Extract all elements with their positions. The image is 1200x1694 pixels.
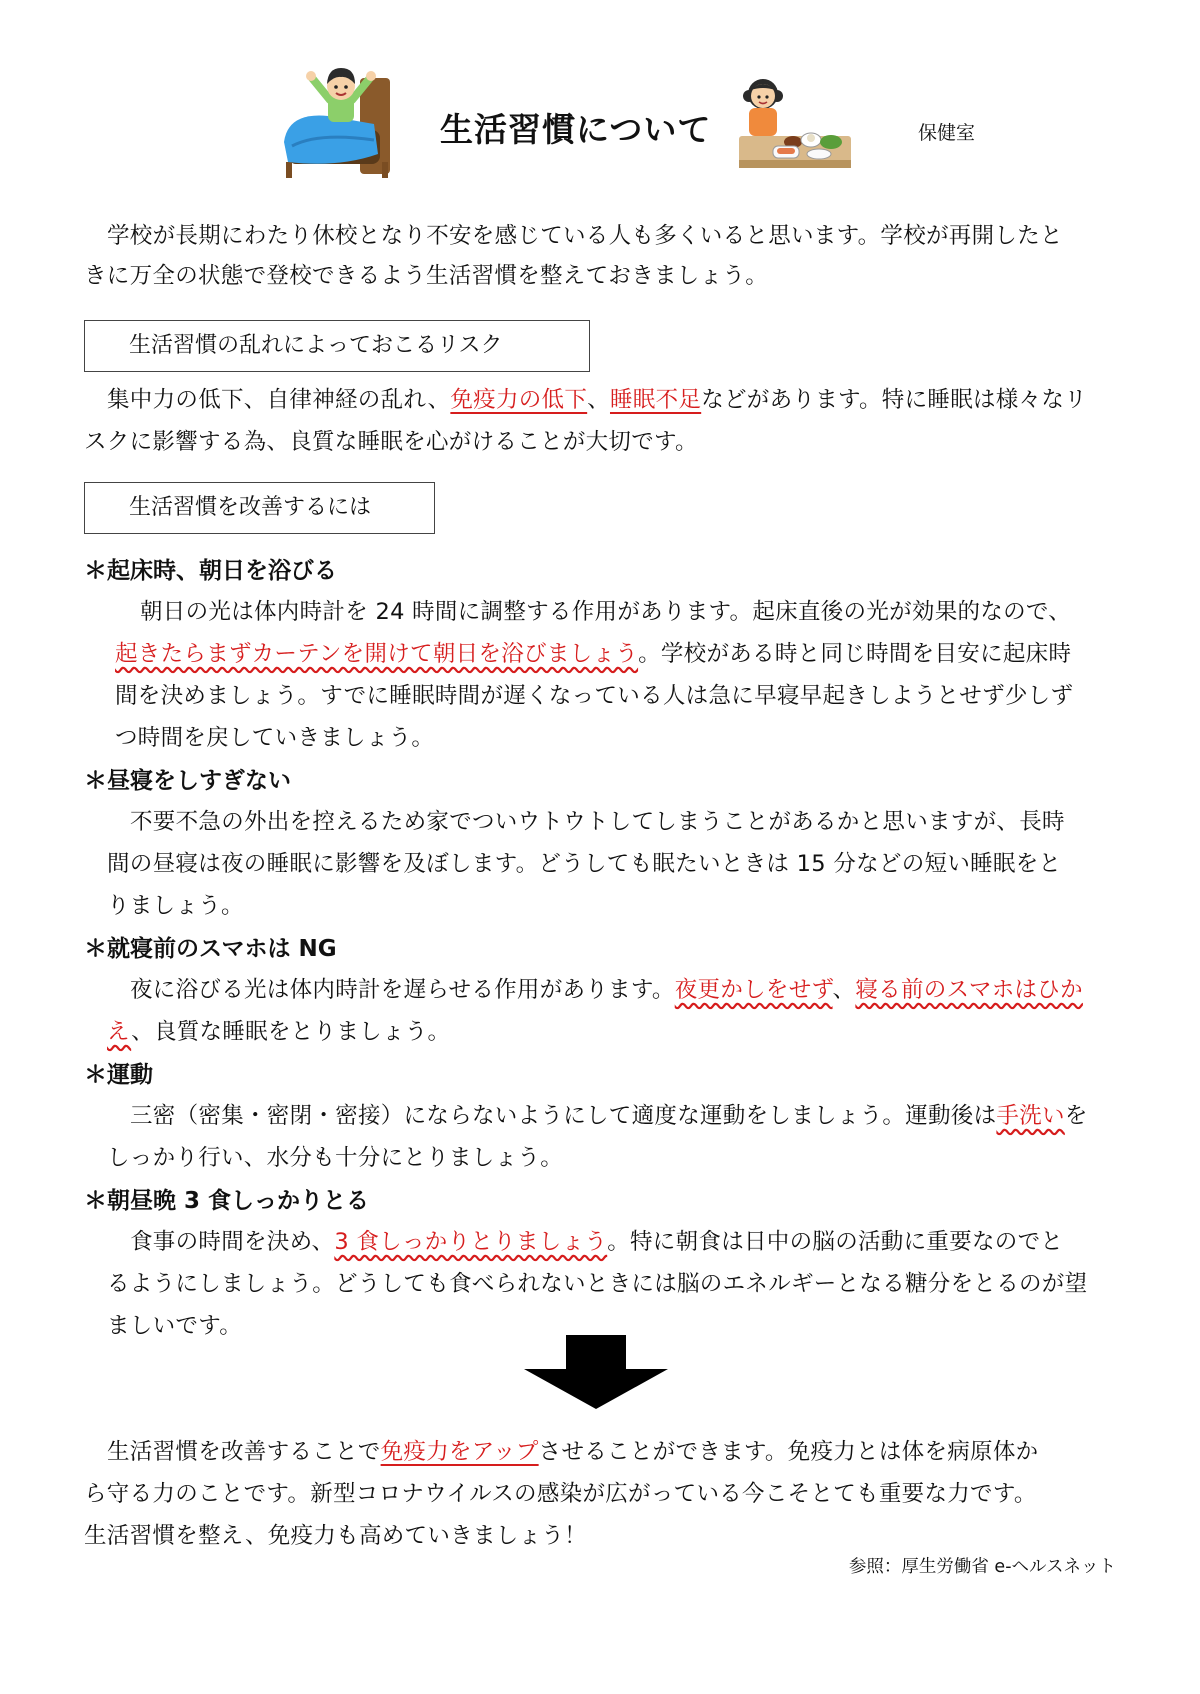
s5-highlight: 3 食しっかりとりましょう — [334, 1229, 608, 1255]
s1-line-4: つ時間を戻していきましょう。 — [115, 725, 435, 751]
s4-highlight: 手洗い — [996, 1103, 1065, 1129]
s2-line-3: りましょう。 — [107, 893, 244, 919]
s4-line-2: しっかり行い、水分も十分にとりましょう。 — [107, 1145, 564, 1171]
s3-highlight-3: え — [107, 1019, 132, 1045]
s2-line-1: 不要不急の外出を控えるため家でついウトウトしてしまうことがあるかと思いますが、長時 — [130, 809, 1065, 835]
conclusion-text-end: させることができます。免疫力とは体を病原体か — [538, 1439, 1039, 1465]
section-heading-morning-sun: ＊起床時、朝日を浴びる — [84, 558, 337, 584]
intro-line-1: 学校が長期にわたり休校となり不安を感じている人も多くいると思います。学校が再開したと — [107, 223, 1063, 249]
conclusion-line-2: ら守る力のことです。新型コロナウイルスの感染が広がっている今こそとても重要な力です。 — [84, 1481, 1037, 1507]
section-heading-exercise: ＊運動 — [84, 1062, 153, 1088]
conclusion-highlight: 免疫力をアップ — [380, 1439, 539, 1465]
s1-line-2-text: 。学校がある時と同じ時間を目安に起床時 — [638, 641, 1072, 667]
risk-highlight-sleep: 睡眠不足 — [609, 387, 702, 413]
girl-eating-breakfast-illustration — [735, 60, 855, 172]
s1-highlight: 起きたらまずカーテンを開けて朝日を浴びましょう — [115, 641, 639, 667]
s3-line-2 — [107, 1014, 450, 1046]
s4-text-end: を — [1064, 1103, 1088, 1129]
s5-line-1 — [130, 1224, 1063, 1256]
section-heading-smartphone: ＊就寝前のスマホは NG — [84, 936, 337, 962]
conclusion-text: 生活習慣を改善することで — [107, 1439, 381, 1465]
down-arrow-icon — [524, 1335, 668, 1409]
risk-text: 集中力の低下、自律神経の乱れ、 — [107, 387, 451, 413]
risk-separator: 、 — [587, 387, 610, 413]
page-title: 生活習慣について — [440, 110, 712, 149]
s4-line-1 — [130, 1098, 1088, 1130]
department-label: 保健室 — [918, 122, 976, 144]
conclusion-line-3: 生活習慣を整え、免疫力も高めていきましょう！ — [84, 1523, 587, 1549]
s5-line-3: ましいです。 — [107, 1313, 243, 1339]
s3-separator: 、 — [832, 977, 856, 1003]
s1-line-1: 朝日の光は体内時計を 24 時間に調整する作用があります。起床直後の光が効果的なので、 — [140, 599, 1072, 625]
risk-line-2: スクに影響する為、良質な睡眠を心がけることが大切です。 — [84, 429, 698, 455]
s3-line-2-text: 、良質な睡眠をとりましょう。 — [131, 1019, 451, 1045]
s3-text: 夜に浴びる光は体内時計を遅らせる作用があります。 — [130, 977, 675, 1003]
s1-line-2 — [115, 636, 1071, 668]
s5-text-end: 。特に朝食は日中の脳の活動に重要なのでと — [607, 1229, 1064, 1255]
s4-text: 三密（密集・密閉・密接）にならないようにして適度な運動をしましょう。運動後は — [130, 1103, 997, 1129]
risk-text-end: などがあります。特に睡眠は様々なリ — [701, 387, 1087, 413]
risk-highlight-immunity: 免疫力の低下 — [450, 387, 588, 413]
section-heading-meals: ＊朝昼晩 3 食しっかりとる — [84, 1188, 370, 1214]
s1-line-3: 間を決めましょう。すでに睡眠時間が遅くなっている人は急に早寝早起きしようとせず少しず — [115, 683, 1074, 709]
s3-line-1 — [130, 972, 1083, 1004]
section-heading-nap: ＊昼寝をしすぎない — [84, 768, 291, 794]
s3-highlight-1: 夜更かしをせず — [674, 977, 833, 1003]
intro-line-2: きに万全の状態で登校できるよう生活習慣を整えておきましょう。 — [84, 263, 769, 289]
improve-section-label: 生活習慣を改善するには — [84, 482, 435, 534]
risk-section-label: 生活習慣の乱れによっておこるリスク — [84, 320, 590, 372]
s3-highlight-2: 寝る前のスマホはひか — [855, 977, 1083, 1003]
s2-line-2: 間の昼寝は夜の睡眠に影響を及ぼします。どうしても眠たいときは 15 分などの短い睡眠をと — [107, 851, 1062, 877]
reference-note: 参照：厚生労働省 e-ヘルスネット — [848, 1557, 1116, 1577]
conclusion-line-1 — [107, 1434, 1038, 1466]
s5-line-2: るようにしましょう。どうしても食べられないときには脳のエネルギーとなる糖分をとるのが望 — [107, 1271, 1088, 1297]
boy-in-bed-illustration — [278, 50, 400, 182]
risk-line-1 — [107, 382, 1087, 414]
s5-text: 食事の時間を決め、 — [130, 1229, 335, 1255]
